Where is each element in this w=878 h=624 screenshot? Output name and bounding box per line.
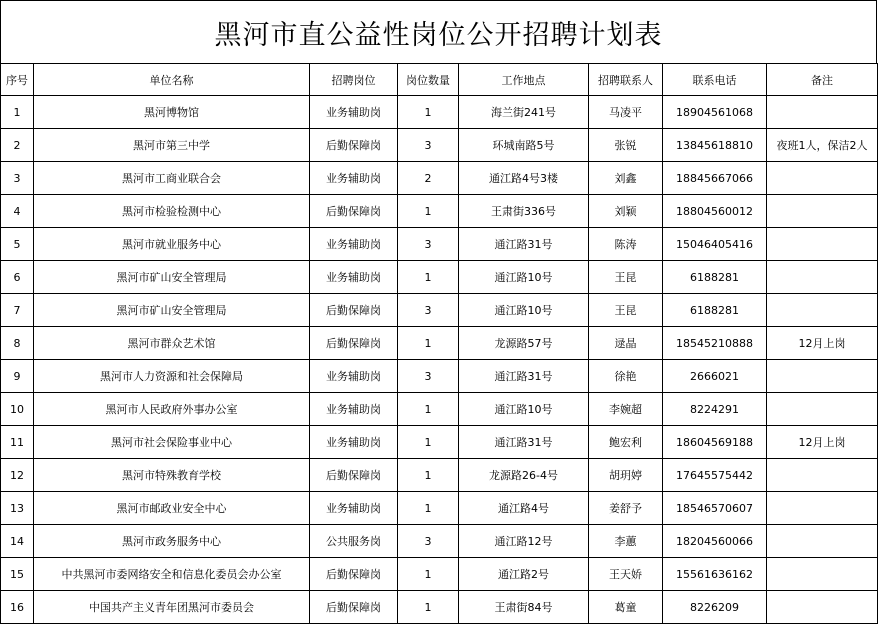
cell-index: 1: [1, 96, 34, 129]
cell-contact: 逯晶: [589, 327, 663, 360]
cell-contact: 张锐: [589, 129, 663, 162]
table-body: [1, 96, 878, 624]
cell-location: 通江路10号: [459, 294, 589, 327]
table-row: [1, 558, 878, 591]
cell-unit-name: 黑河市就业服务中心: [34, 228, 310, 261]
header-position: 招聘岗位: [310, 64, 398, 96]
cell-index: 11: [1, 426, 34, 459]
table-row: [1, 129, 878, 162]
cell-unit-name: 黑河市第三中学: [34, 129, 310, 162]
cell-remarks: [767, 294, 878, 327]
cell-phone: 17645575442: [663, 459, 767, 492]
cell-remarks: [767, 96, 878, 129]
cell-phone: 6188281: [663, 294, 767, 327]
cell-contact: 陈涛: [589, 228, 663, 261]
cell-position: 业务辅助岗: [310, 96, 398, 129]
cell-location: 通江路12号: [459, 525, 589, 558]
cell-phone: 13845618810: [663, 129, 767, 162]
cell-unit-name: 黑河市矿山安全管理局: [34, 261, 310, 294]
cell-quantity: 1: [398, 426, 459, 459]
cell-position: 后勤保障岗: [310, 558, 398, 591]
cell-position: 业务辅助岗: [310, 261, 398, 294]
table-row: [1, 96, 878, 129]
cell-unit-name: 中共黑河市委网络安全和信息化委员会办公室: [34, 558, 310, 591]
cell-contact: 王昆: [589, 294, 663, 327]
cell-location: 通江路31号: [459, 426, 589, 459]
cell-remarks: 夜班1人，保洁2人: [767, 129, 878, 162]
cell-quantity: 3: [398, 294, 459, 327]
cell-position: 后勤保障岗: [310, 327, 398, 360]
header-phone: 联系电话: [663, 64, 767, 96]
cell-position: 业务辅助岗: [310, 360, 398, 393]
header-row: [1, 64, 878, 96]
cell-position: 业务辅助岗: [310, 393, 398, 426]
cell-phone: 2666021: [663, 360, 767, 393]
cell-location: 通江路31号: [459, 228, 589, 261]
cell-remarks: [767, 393, 878, 426]
cell-unit-name: 黑河市工商业联合会: [34, 162, 310, 195]
cell-position: 后勤保障岗: [310, 195, 398, 228]
cell-contact: 葛童: [589, 591, 663, 624]
cell-remarks: [767, 591, 878, 624]
cell-index: 12: [1, 459, 34, 492]
header-remarks: 备注: [767, 64, 878, 96]
table-row: [1, 327, 878, 360]
cell-contact: 鲍宏利: [589, 426, 663, 459]
cell-index: 6: [1, 261, 34, 294]
cell-location: 龙源路26-4号: [459, 459, 589, 492]
cell-unit-name: 黑河市矿山安全管理局: [34, 294, 310, 327]
sheet-title: 黑河市直公益性岗位公开招聘计划表: [0, 0, 877, 63]
cell-unit-name: 黑河市检验检测中心: [34, 195, 310, 228]
cell-contact: 姜舒予: [589, 492, 663, 525]
cell-unit-name: 黑河市群众艺术馆: [34, 327, 310, 360]
cell-quantity: 1: [398, 195, 459, 228]
table-row: [1, 525, 878, 558]
cell-quantity: 1: [398, 327, 459, 360]
cell-unit-name: 黑河市人力资源和社会保障局: [34, 360, 310, 393]
cell-position: 后勤保障岗: [310, 591, 398, 624]
cell-quantity: 1: [398, 96, 459, 129]
cell-position: 后勤保障岗: [310, 129, 398, 162]
cell-remarks: [767, 459, 878, 492]
cell-phone: 18204560066: [663, 525, 767, 558]
cell-index: 16: [1, 591, 34, 624]
cell-remarks: [767, 360, 878, 393]
cell-remarks: [767, 261, 878, 294]
header-quantity: 岗位数量: [398, 64, 459, 96]
cell-quantity: 1: [398, 591, 459, 624]
cell-index: 3: [1, 162, 34, 195]
cell-position: 业务辅助岗: [310, 492, 398, 525]
cell-index: 8: [1, 327, 34, 360]
table-row: [1, 492, 878, 525]
cell-unit-name: 中国共产主义青年团黑河市委员会: [34, 591, 310, 624]
cell-contact: 王天娇: [589, 558, 663, 591]
table-row: [1, 228, 878, 261]
cell-location: 王肃街84号: [459, 591, 589, 624]
cell-remarks: 12月上岗: [767, 426, 878, 459]
cell-location: 通江路4号: [459, 492, 589, 525]
cell-quantity: 3: [398, 129, 459, 162]
cell-unit-name: 黑河市人民政府外事办公室: [34, 393, 310, 426]
cell-index: 4: [1, 195, 34, 228]
cell-index: 7: [1, 294, 34, 327]
cell-quantity: 1: [398, 558, 459, 591]
cell-contact: 刘颖: [589, 195, 663, 228]
header-index: 序号: [1, 64, 34, 96]
cell-unit-name: 黑河市特殊教育学校: [34, 459, 310, 492]
cell-phone: 15561636162: [663, 558, 767, 591]
table-row: [1, 591, 878, 624]
cell-unit-name: 黑河市邮政业安全中心: [34, 492, 310, 525]
cell-contact: 李婉超: [589, 393, 663, 426]
cell-index: 9: [1, 360, 34, 393]
cell-location: 环城南路5号: [459, 129, 589, 162]
cell-remarks: [767, 525, 878, 558]
cell-phone: 18804560012: [663, 195, 767, 228]
cell-contact: 胡玥婷: [589, 459, 663, 492]
cell-phone: 18845667066: [663, 162, 767, 195]
cell-index: 14: [1, 525, 34, 558]
cell-position: 后勤保障岗: [310, 459, 398, 492]
cell-quantity: 3: [398, 525, 459, 558]
cell-remarks: 12月上岗: [767, 327, 878, 360]
cell-phone: 18545210888: [663, 327, 767, 360]
table-row: [1, 360, 878, 393]
cell-position: 后勤保障岗: [310, 294, 398, 327]
cell-contact: 王昆: [589, 261, 663, 294]
cell-phone: 18546570607: [663, 492, 767, 525]
cell-remarks: [767, 558, 878, 591]
cell-remarks: [767, 228, 878, 261]
cell-quantity: 1: [398, 492, 459, 525]
cell-position: 业务辅助岗: [310, 228, 398, 261]
cell-remarks: [767, 492, 878, 525]
table-row: [1, 426, 878, 459]
cell-phone: 18604569188: [663, 426, 767, 459]
cell-location: 通江路2号: [459, 558, 589, 591]
header-unit-name: 单位名称: [34, 64, 310, 96]
header-location: 工作地点: [459, 64, 589, 96]
table-row: [1, 393, 878, 426]
cell-remarks: [767, 162, 878, 195]
cell-location: 龙源路57号: [459, 327, 589, 360]
cell-location: 通江路10号: [459, 261, 589, 294]
cell-phone: 15046405416: [663, 228, 767, 261]
table-row: [1, 459, 878, 492]
header-contact: 招聘联系人: [589, 64, 663, 96]
table-row: [1, 261, 878, 294]
cell-index: 15: [1, 558, 34, 591]
cell-phone: 18904561068: [663, 96, 767, 129]
cell-quantity: 3: [398, 228, 459, 261]
recruitment-table: [0, 63, 878, 624]
cell-contact: 刘鑫: [589, 162, 663, 195]
table-row: [1, 195, 878, 228]
cell-location: 王肃街336号: [459, 195, 589, 228]
table-row: [1, 294, 878, 327]
cell-unit-name: 黑河市政务服务中心: [34, 525, 310, 558]
cell-location: 通江路31号: [459, 360, 589, 393]
cell-position: 业务辅助岗: [310, 426, 398, 459]
cell-unit-name: 黑河博物馆: [34, 96, 310, 129]
cell-phone: 8224291: [663, 393, 767, 426]
cell-location: 通江路4号3楼: [459, 162, 589, 195]
cell-phone: 8226209: [663, 591, 767, 624]
cell-location: 通江路10号: [459, 393, 589, 426]
cell-quantity: 1: [398, 459, 459, 492]
cell-unit-name: 黑河市社会保险事业中心: [34, 426, 310, 459]
cell-quantity: 1: [398, 393, 459, 426]
table-row: [1, 162, 878, 195]
cell-position: 公共服务岗: [310, 525, 398, 558]
cell-index: 5: [1, 228, 34, 261]
cell-index: 10: [1, 393, 34, 426]
cell-contact: 马凌平: [589, 96, 663, 129]
cell-quantity: 2: [398, 162, 459, 195]
cell-contact: 李蕙: [589, 525, 663, 558]
cell-phone: 6188281: [663, 261, 767, 294]
cell-index: 13: [1, 492, 34, 525]
cell-quantity: 1: [398, 261, 459, 294]
cell-index: 2: [1, 129, 34, 162]
cell-location: 海兰街241号: [459, 96, 589, 129]
cell-remarks: [767, 195, 878, 228]
cell-contact: 徐艳: [589, 360, 663, 393]
cell-quantity: 3: [398, 360, 459, 393]
cell-position: 业务辅助岗: [310, 162, 398, 195]
